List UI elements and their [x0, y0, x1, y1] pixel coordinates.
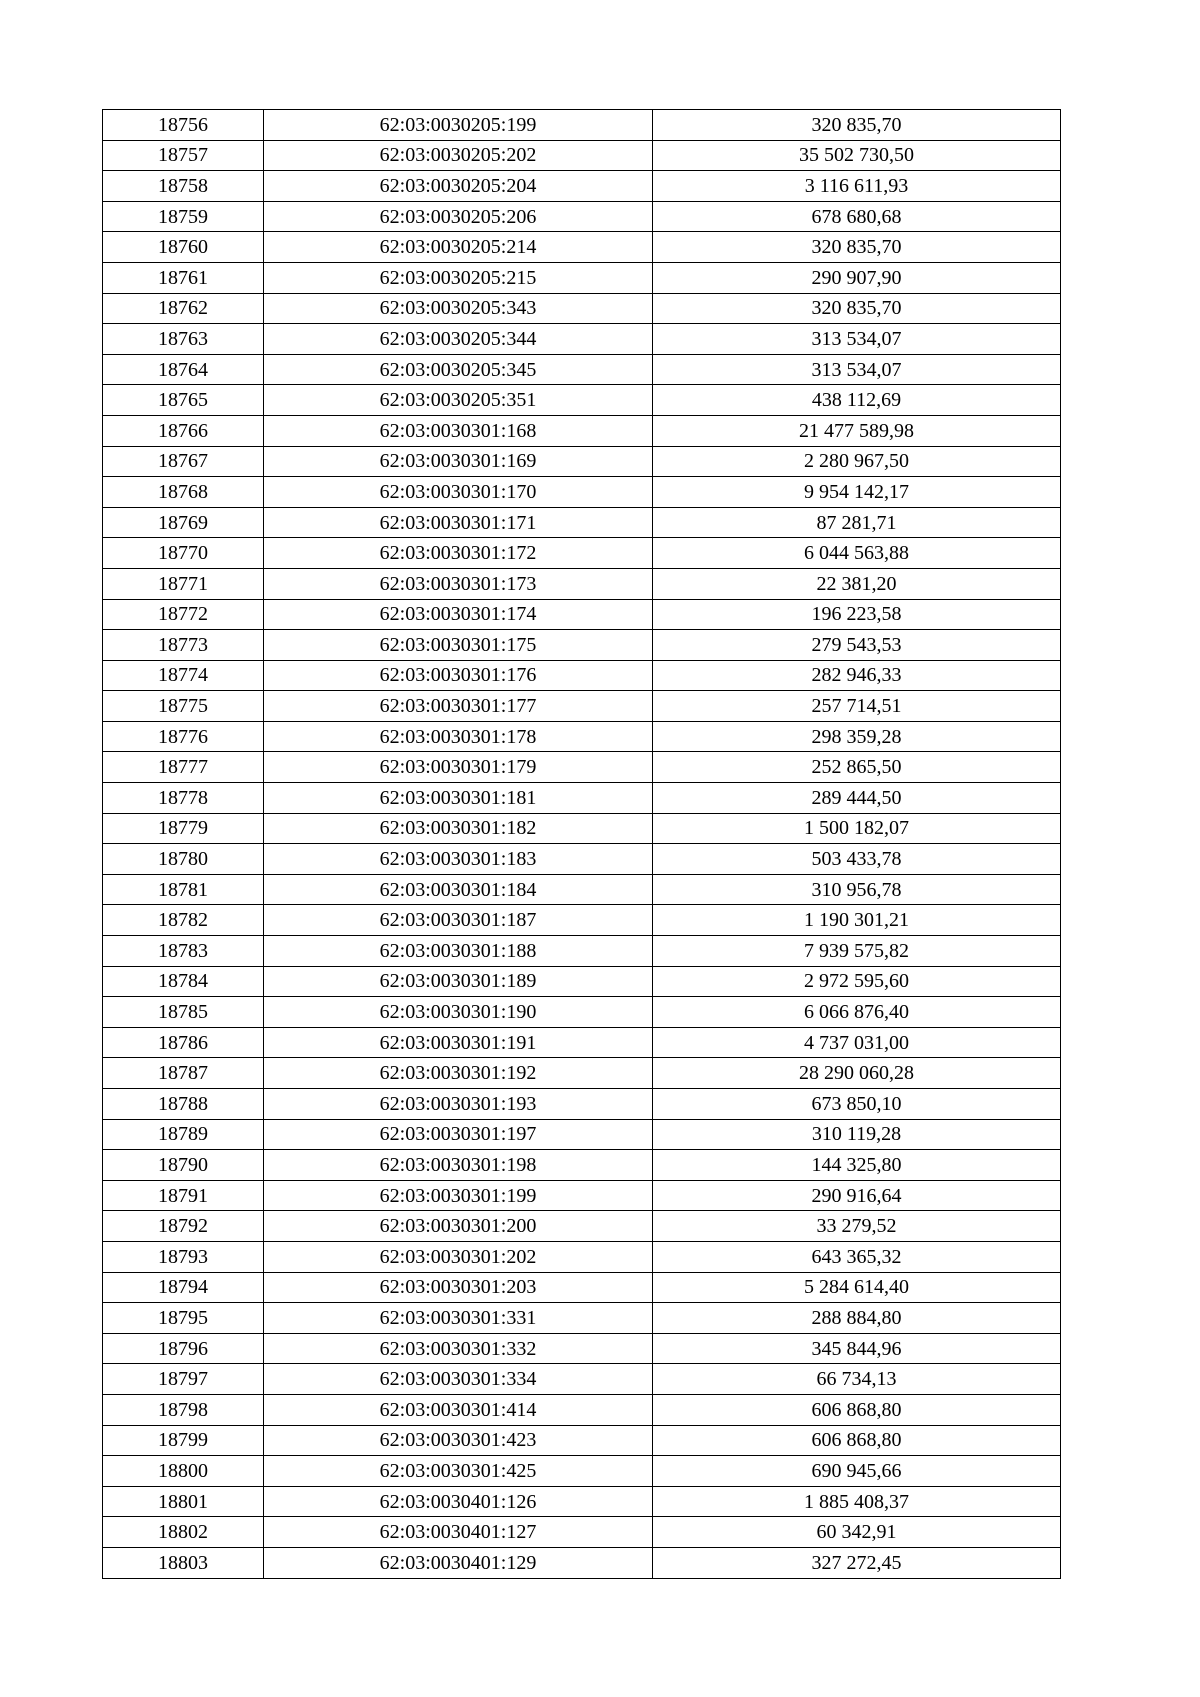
- cadastral-number-cell: 62:03:0030401:127: [264, 1517, 653, 1548]
- row-number-cell: 18780: [103, 844, 264, 875]
- table-row: [103, 997, 1061, 1028]
- row-number-cell: 18786: [103, 1027, 264, 1058]
- table-row: [103, 844, 1061, 875]
- row-number-cell: 18761: [103, 262, 264, 293]
- row-number-cell: 18800: [103, 1456, 264, 1487]
- cadastral-value-cell: 22 381,20: [653, 568, 1061, 599]
- cadastral-number-cell: 62:03:0030301:184: [264, 874, 653, 905]
- table-row: [103, 783, 1061, 814]
- cadastral-value-cell: 2 972 595,60: [653, 966, 1061, 997]
- cadastral-value-cell: 606 868,80: [653, 1394, 1061, 1425]
- row-number-cell: 18793: [103, 1241, 264, 1272]
- row-number-cell: 18756: [103, 110, 264, 141]
- cadastral-number-cell: 62:03:0030301:174: [264, 599, 653, 630]
- cadastral-value-cell: 196 223,58: [653, 599, 1061, 630]
- row-number-cell: 18770: [103, 538, 264, 569]
- cadastral-value-table: [102, 109, 1061, 1579]
- table-row: [103, 324, 1061, 355]
- row-number-cell: 18757: [103, 140, 264, 171]
- row-number-cell: 18765: [103, 385, 264, 416]
- cadastral-value-cell: 35 502 730,50: [653, 140, 1061, 171]
- row-number-cell: 18778: [103, 783, 264, 814]
- row-number-cell: 18803: [103, 1547, 264, 1578]
- cadastral-value-cell: 290 907,90: [653, 262, 1061, 293]
- row-number-cell: 18762: [103, 293, 264, 324]
- cadastral-number-cell: 62:03:0030205:215: [264, 262, 653, 293]
- table-row: [103, 1272, 1061, 1303]
- cadastral-value-cell: 310 119,28: [653, 1119, 1061, 1150]
- cadastral-number-cell: 62:03:0030301:423: [264, 1425, 653, 1456]
- cadastral-number-cell: 62:03:0030301:178: [264, 721, 653, 752]
- table-row: [103, 813, 1061, 844]
- row-number-cell: 18788: [103, 1089, 264, 1120]
- cadastral-number-cell: 62:03:0030301:192: [264, 1058, 653, 1089]
- cadastral-number-cell: 62:03:0030205:343: [264, 293, 653, 324]
- cadastral-value-cell: 503 433,78: [653, 844, 1061, 875]
- cadastral-number-cell: 62:03:0030301:202: [264, 1241, 653, 1272]
- row-number-cell: 18766: [103, 415, 264, 446]
- cadastral-number-cell: 62:03:0030301:191: [264, 1027, 653, 1058]
- cadastral-number-cell: 62:03:0030301:197: [264, 1119, 653, 1150]
- row-number-cell: 18768: [103, 477, 264, 508]
- cadastral-value-cell: 21 477 589,98: [653, 415, 1061, 446]
- cadastral-value-cell: 678 680,68: [653, 201, 1061, 232]
- cadastral-number-cell: 62:03:0030301:181: [264, 783, 653, 814]
- table-row: [103, 1486, 1061, 1517]
- cadastral-value-cell: 313 534,07: [653, 324, 1061, 355]
- table-row: [103, 630, 1061, 661]
- cadastral-value-cell: 66 734,13: [653, 1364, 1061, 1395]
- cadastral-value-cell: 5 284 614,40: [653, 1272, 1061, 1303]
- table-row: [103, 201, 1061, 232]
- cadastral-value-cell: 1 500 182,07: [653, 813, 1061, 844]
- cadastral-number-cell: 62:03:0030301:187: [264, 905, 653, 936]
- table-row: [103, 110, 1061, 141]
- table-row: [103, 171, 1061, 202]
- table-row: [103, 1119, 1061, 1150]
- table-body: [103, 110, 1061, 1579]
- table-row: [103, 293, 1061, 324]
- row-number-cell: 18758: [103, 171, 264, 202]
- row-number-cell: 18779: [103, 813, 264, 844]
- cadastral-number-cell: 62:03:0030205:345: [264, 354, 653, 385]
- table-row: [103, 232, 1061, 263]
- cadastral-value-cell: 282 946,33: [653, 660, 1061, 691]
- row-number-cell: 18776: [103, 721, 264, 752]
- cadastral-value-cell: 257 714,51: [653, 691, 1061, 722]
- table-row: [103, 385, 1061, 416]
- table-row: [103, 874, 1061, 905]
- table-row: [103, 1456, 1061, 1487]
- cadastral-value-cell: 290 916,64: [653, 1180, 1061, 1211]
- cadastral-number-cell: 62:03:0030301:173: [264, 568, 653, 599]
- table-row: [103, 1394, 1061, 1425]
- table-row: [103, 507, 1061, 538]
- cadastral-value-cell: 279 543,53: [653, 630, 1061, 661]
- row-number-cell: 18774: [103, 660, 264, 691]
- table-row: [103, 1425, 1061, 1456]
- row-number-cell: 18798: [103, 1394, 264, 1425]
- table-row: [103, 1027, 1061, 1058]
- cadastral-value-cell: 60 342,91: [653, 1517, 1061, 1548]
- cadastral-number-cell: 62:03:0030301:170: [264, 477, 653, 508]
- row-number-cell: 18760: [103, 232, 264, 263]
- row-number-cell: 18759: [103, 201, 264, 232]
- table-row: [103, 1333, 1061, 1364]
- cadastral-number-cell: 62:03:0030301:188: [264, 936, 653, 967]
- row-number-cell: 18771: [103, 568, 264, 599]
- cadastral-number-cell: 62:03:0030205:206: [264, 201, 653, 232]
- cadastral-number-cell: 62:03:0030301:175: [264, 630, 653, 661]
- cadastral-number-cell: 62:03:0030301:179: [264, 752, 653, 783]
- table-row: [103, 1517, 1061, 1548]
- table-row: [103, 568, 1061, 599]
- table-row: [103, 538, 1061, 569]
- row-number-cell: 18781: [103, 874, 264, 905]
- cadastral-value-cell: 345 844,96: [653, 1333, 1061, 1364]
- row-number-cell: 18791: [103, 1180, 264, 1211]
- row-number-cell: 18773: [103, 630, 264, 661]
- cadastral-value-cell: 313 534,07: [653, 354, 1061, 385]
- table-row: [103, 1058, 1061, 1089]
- row-number-cell: 18792: [103, 1211, 264, 1242]
- table-row: [103, 660, 1061, 691]
- cadastral-value-cell: 320 835,70: [653, 293, 1061, 324]
- cadastral-number-cell: 62:03:0030205:202: [264, 140, 653, 171]
- row-number-cell: 18783: [103, 936, 264, 967]
- cadastral-number-cell: 62:03:0030301:198: [264, 1150, 653, 1181]
- cadastral-number-cell: 62:03:0030301:172: [264, 538, 653, 569]
- cadastral-value-cell: 438 112,69: [653, 385, 1061, 416]
- cadastral-value-cell: 1 885 408,37: [653, 1486, 1061, 1517]
- cadastral-value-cell: 6 044 563,88: [653, 538, 1061, 569]
- cadastral-value-cell: 1 190 301,21: [653, 905, 1061, 936]
- row-number-cell: 18785: [103, 997, 264, 1028]
- row-number-cell: 18789: [103, 1119, 264, 1150]
- table-row: [103, 1211, 1061, 1242]
- row-number-cell: 18794: [103, 1272, 264, 1303]
- row-number-cell: 18796: [103, 1333, 264, 1364]
- cadastral-value-cell: 252 865,50: [653, 752, 1061, 783]
- cadastral-value-cell: 298 359,28: [653, 721, 1061, 752]
- row-number-cell: 18777: [103, 752, 264, 783]
- cadastral-number-cell: 62:03:0030301:199: [264, 1180, 653, 1211]
- row-number-cell: 18764: [103, 354, 264, 385]
- row-number-cell: 18772: [103, 599, 264, 630]
- cadastral-number-cell: 62:03:0030301:171: [264, 507, 653, 538]
- table-row: [103, 1089, 1061, 1120]
- cadastral-value-cell: 9 954 142,17: [653, 477, 1061, 508]
- cadastral-number-cell: 62:03:0030301:200: [264, 1211, 653, 1242]
- cadastral-value-cell: 33 279,52: [653, 1211, 1061, 1242]
- cadastral-value-cell: 606 868,80: [653, 1425, 1061, 1456]
- row-number-cell: 18767: [103, 446, 264, 477]
- table-row: [103, 477, 1061, 508]
- table-row: [103, 691, 1061, 722]
- cadastral-number-cell: 62:03:0030301:177: [264, 691, 653, 722]
- cadastral-number-cell: 62:03:0030205:204: [264, 171, 653, 202]
- cadastral-number-cell: 62:03:0030301:190: [264, 997, 653, 1028]
- table-row: [103, 354, 1061, 385]
- cadastral-number-cell: 62:03:0030301:425: [264, 1456, 653, 1487]
- cadastral-value-cell: 690 945,66: [653, 1456, 1061, 1487]
- table-row: [103, 1303, 1061, 1334]
- row-number-cell: 18790: [103, 1150, 264, 1181]
- cadastral-number-cell: 62:03:0030301:176: [264, 660, 653, 691]
- table-row: [103, 966, 1061, 997]
- table-row: [103, 262, 1061, 293]
- cadastral-number-cell: 62:03:0030301:331: [264, 1303, 653, 1334]
- table-row: [103, 936, 1061, 967]
- cadastral-value-cell: 327 272,45: [653, 1547, 1061, 1578]
- row-number-cell: 18799: [103, 1425, 264, 1456]
- cadastral-value-cell: 6 066 876,40: [653, 997, 1061, 1028]
- cadastral-value-cell: 3 116 611,93: [653, 171, 1061, 202]
- cadastral-value-cell: 289 444,50: [653, 783, 1061, 814]
- cadastral-value-cell: 7 939 575,82: [653, 936, 1061, 967]
- cadastral-number-cell: 62:03:0030205:351: [264, 385, 653, 416]
- table-row: [103, 905, 1061, 936]
- cadastral-value-cell: 320 835,70: [653, 110, 1061, 141]
- row-number-cell: 18801: [103, 1486, 264, 1517]
- table-row: [103, 1547, 1061, 1578]
- table-row: [103, 1180, 1061, 1211]
- row-number-cell: 18782: [103, 905, 264, 936]
- table-row: [103, 1150, 1061, 1181]
- cadastral-value-cell: 28 290 060,28: [653, 1058, 1061, 1089]
- table-row: [103, 599, 1061, 630]
- cadastral-number-cell: 62:03:0030301:334: [264, 1364, 653, 1395]
- cadastral-value-cell: 87 281,71: [653, 507, 1061, 538]
- row-number-cell: 18775: [103, 691, 264, 722]
- cadastral-number-cell: 62:03:0030301:189: [264, 966, 653, 997]
- cadastral-value-cell: 643 365,32: [653, 1241, 1061, 1272]
- cadastral-number-cell: 62:03:0030301:182: [264, 813, 653, 844]
- row-number-cell: 18795: [103, 1303, 264, 1334]
- table-row: [103, 446, 1061, 477]
- cadastral-number-cell: 62:03:0030301:203: [264, 1272, 653, 1303]
- row-number-cell: 18784: [103, 966, 264, 997]
- row-number-cell: 18802: [103, 1517, 264, 1548]
- row-number-cell: 18769: [103, 507, 264, 538]
- cadastral-number-cell: 62:03:0030205:214: [264, 232, 653, 263]
- cadastral-number-cell: 62:03:0030301:168: [264, 415, 653, 446]
- cadastral-value-cell: 310 956,78: [653, 874, 1061, 905]
- cadastral-number-cell: 62:03:0030301:183: [264, 844, 653, 875]
- row-number-cell: 18787: [103, 1058, 264, 1089]
- row-number-cell: 18763: [103, 324, 264, 355]
- cadastral-value-cell: 673 850,10: [653, 1089, 1061, 1120]
- cadastral-number-cell: 62:03:0030301:332: [264, 1333, 653, 1364]
- cadastral-number-cell: 62:03:0030301:169: [264, 446, 653, 477]
- table-row: [103, 1241, 1061, 1272]
- cadastral-value-cell: 288 884,80: [653, 1303, 1061, 1334]
- cadastral-number-cell: 62:03:0030301:414: [264, 1394, 653, 1425]
- cadastral-number-cell: 62:03:0030205:344: [264, 324, 653, 355]
- cadastral-number-cell: 62:03:0030401:129: [264, 1547, 653, 1578]
- cadastral-number-cell: 62:03:0030205:199: [264, 110, 653, 141]
- table-row: [103, 1364, 1061, 1395]
- cadastral-number-cell: 62:03:0030401:126: [264, 1486, 653, 1517]
- table-row: [103, 415, 1061, 446]
- table-row: [103, 752, 1061, 783]
- row-number-cell: 18797: [103, 1364, 264, 1395]
- cadastral-value-cell: 4 737 031,00: [653, 1027, 1061, 1058]
- cadastral-number-cell: 62:03:0030301:193: [264, 1089, 653, 1120]
- cadastral-value-cell: 144 325,80: [653, 1150, 1061, 1181]
- cadastral-value-cell: 2 280 967,50: [653, 446, 1061, 477]
- table-row: [103, 140, 1061, 171]
- cadastral-value-cell: 320 835,70: [653, 232, 1061, 263]
- table-row: [103, 721, 1061, 752]
